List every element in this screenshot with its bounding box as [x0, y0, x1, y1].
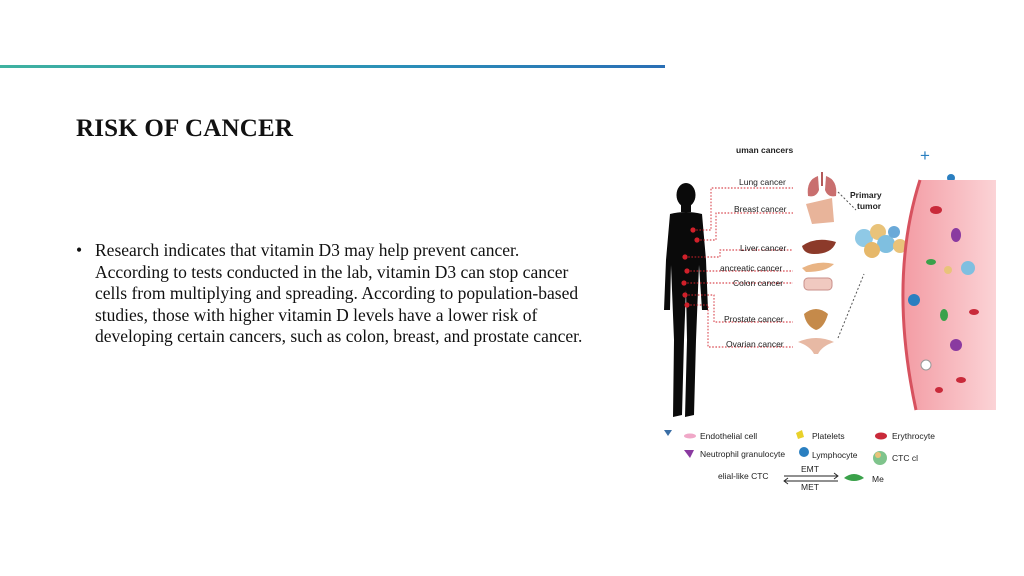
legend-emt: EMT	[801, 464, 819, 474]
cancer-labels	[720, 177, 787, 349]
mesenchymal-ctc-icon	[844, 474, 864, 481]
primary-tumor-label-line1: Primary	[850, 190, 882, 200]
tumor-arrows	[838, 192, 864, 338]
legend-met: MET	[801, 482, 819, 492]
legend-neutrophil: Neutrophil granulocyte	[700, 449, 786, 459]
legend-lymphocyte: Lymphocyte	[812, 450, 858, 460]
plus-icon: +	[920, 146, 930, 165]
cancer-label-lung: Lung cancer	[739, 177, 786, 187]
legend-platelets: Platelets	[812, 431, 845, 441]
liver-icon	[802, 240, 836, 254]
cancer-label-ovarian: Ovarian cancer	[726, 339, 784, 349]
bullet-list	[76, 240, 586, 348]
erythrocyte-icon	[875, 433, 887, 440]
endothelial-cell-icon	[684, 434, 696, 439]
figure-legend	[664, 430, 935, 492]
legend-mes: Me	[872, 474, 884, 484]
primary-tumor-label-line2: tumor	[857, 201, 882, 211]
lymphocyte-icon	[799, 447, 809, 457]
pancreas-icon	[802, 263, 834, 272]
cancer-label-prostate: Prostate cancer	[724, 314, 784, 324]
cancer-label-breast: Breast cancer	[734, 204, 787, 214]
bullet-text: Research indicates that vitamin D3 may help prevent cancer. According to tests conducted in the lab, vitamin D3 can stop cancer cells from multiplying and spreading. According to population-based studies, those with higher vitamin D levels have a lower risk of developing certain cancers, such as colon, breast, and prostate cancer.	[95, 240, 583, 346]
prostate-icon	[804, 309, 828, 330]
colon-icon	[804, 278, 832, 290]
cancer-metastasis-figure	[656, 140, 996, 500]
bullet-item	[76, 240, 586, 348]
human-silhouette-icon	[664, 183, 708, 417]
legend-epithelial-ctc: elial-like CTC	[718, 471, 769, 481]
neutrophil-icon	[684, 450, 694, 458]
legend-endothelial: Endothelial cell	[700, 431, 758, 441]
primary-tumor-icon	[855, 224, 907, 258]
lung-icon	[808, 172, 837, 196]
slide-title: RISK OF CANCER	[76, 115, 294, 142]
figure-illustration	[656, 140, 996, 500]
figure-heading: uman cancers	[736, 145, 794, 155]
legend-ctc: CTC cl	[892, 453, 918, 463]
title-accent-rule	[0, 65, 665, 68]
cancer-label-pancreatic: ancreatic cancer	[720, 263, 783, 273]
ovary-icon	[798, 338, 834, 354]
legend-erythrocyte: Erythrocyte	[892, 431, 935, 441]
cancer-label-colon: Colon cancer	[733, 278, 784, 288]
platelets-icon	[796, 430, 804, 439]
breast-tissue-icon	[806, 198, 834, 224]
legend-corner-icon	[664, 430, 672, 436]
organ-icons	[798, 172, 836, 354]
cancer-label-liver: Liver cancer	[740, 243, 787, 253]
bullet-dot: •	[76, 240, 83, 260]
